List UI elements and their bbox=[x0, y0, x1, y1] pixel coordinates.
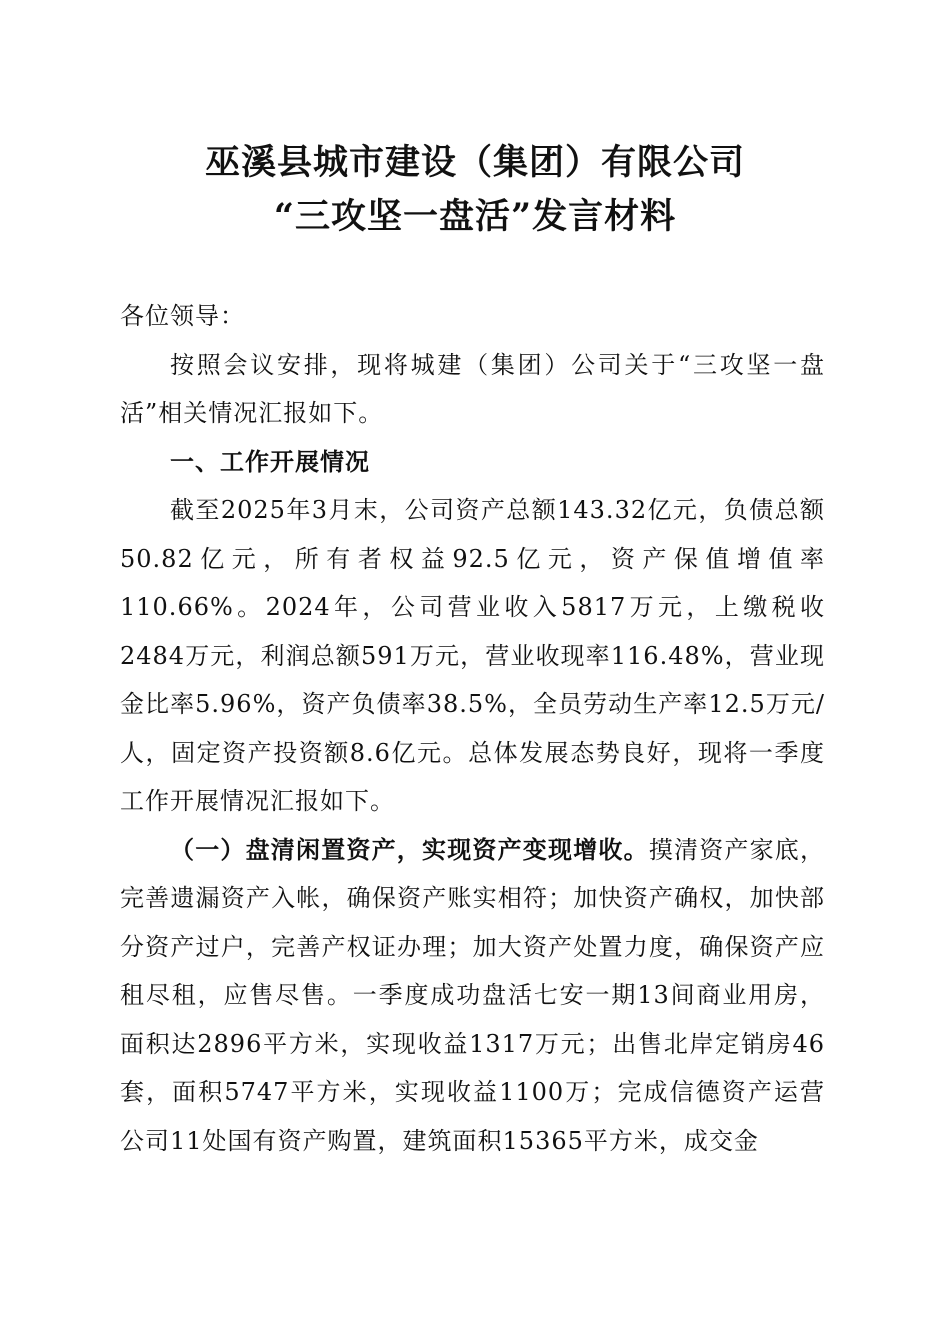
document-title bbox=[0, 136, 950, 244]
financial-summary-paragraph: 截至2025年3月末，公司资产总额143.32亿元，负债总额50.82亿元，所有者权益92.5亿元，资产保值增值率110.66%。2024年，公司营业收入5817万元，上缴税收2484万元，利润总额591万元，营业收现率116.48%，营业现金比率5.96%，资产负债率38.5%，全员劳动生产率12.5万元/人，固定资产投资额8.6亿元。总体发展态势良好，现将一季度工作开展情况汇报如下。 bbox=[120, 496, 825, 815]
asset-activation-paragraph bbox=[120, 826, 825, 1166]
intro-paragraph: 按照会议安排，现将城建（集团）公司关于“三攻坚一盘活”相关情况汇报如下。 bbox=[120, 350, 825, 427]
subsection-heading-idle-assets: （一）盘清闲置资产，实现资产变现增收。 bbox=[170, 834, 649, 864]
salutation: 各位领导： bbox=[120, 302, 245, 330]
subsection-body-idle-assets: 摸清资产家底，完善遗漏资产入帐，确保资产账实相符；加快资产确权，加快部分资产过户，完善产权证办理；加大资产处置力度，确保资产应租尽租，应售尽售。一季度成功盘活七安一期13间商业用房，面积达2896平方米，实现收益1317万元；出售北岸定销房46套，面积5747平方米，实现收益1100万；完成信德资产运营公司11处国有资产购置，建筑面积15365平方米，成交金 bbox=[120, 835, 826, 1155]
title-line-company: 巫溪县城市建设（集团）有限公司 bbox=[204, 142, 745, 183]
section-heading-work-progress: 一、工作开展情况 bbox=[170, 446, 370, 476]
title-line-subject: “三攻坚一盘活”发言材料 bbox=[273, 196, 677, 237]
document-body bbox=[120, 288, 825, 1165]
